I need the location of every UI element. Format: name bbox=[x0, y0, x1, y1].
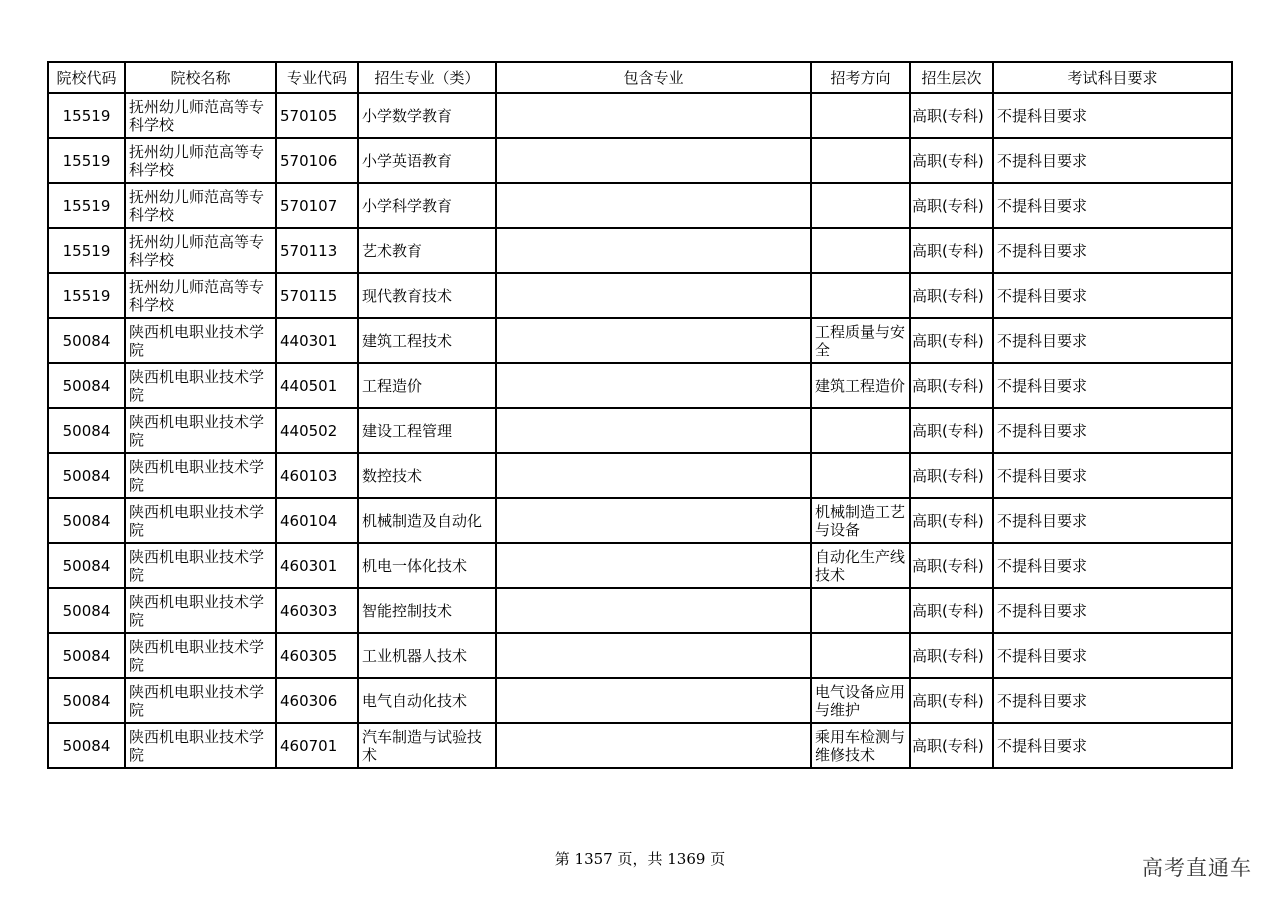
cell-school-name: 陕西机电职业技术学院 bbox=[125, 633, 276, 678]
cell-level: 高职(专科) bbox=[910, 678, 993, 723]
cell-school-code: 50084 bbox=[48, 723, 125, 768]
cell-level: 高职(专科) bbox=[910, 588, 993, 633]
cell-level: 高职(专科) bbox=[910, 543, 993, 588]
cell-major-code: 460303 bbox=[276, 588, 358, 633]
cell-major: 电气自动化技术 bbox=[358, 678, 496, 723]
cell-school-code: 15519 bbox=[48, 138, 125, 183]
cell-school-name: 陕西机电职业技术学院 bbox=[125, 408, 276, 453]
table-row bbox=[48, 363, 1232, 408]
cell-major: 现代教育技术 bbox=[358, 273, 496, 318]
table-row bbox=[48, 408, 1232, 453]
cell-includes bbox=[496, 678, 811, 723]
cell-major: 汽车制造与试验技术 bbox=[358, 723, 496, 768]
header-school-name: 院校名称 bbox=[125, 62, 276, 93]
cell-major: 小学英语教育 bbox=[358, 138, 496, 183]
cell-direction bbox=[811, 138, 910, 183]
table-row bbox=[48, 498, 1232, 543]
cell-major: 数控技术 bbox=[358, 453, 496, 498]
page-number: 第 1357 页，共 1369 页 bbox=[554, 850, 726, 868]
table-row bbox=[48, 453, 1232, 498]
cell-major: 智能控制技术 bbox=[358, 588, 496, 633]
cell-major-code: 460306 bbox=[276, 678, 358, 723]
cell-includes bbox=[496, 543, 811, 588]
cell-school-name: 抚州幼儿师范高等专科学校 bbox=[125, 93, 276, 138]
cell-school-code: 50084 bbox=[48, 543, 125, 588]
header-requirement: 考试科目要求 bbox=[993, 62, 1232, 93]
cell-includes bbox=[496, 93, 811, 138]
table-row bbox=[48, 678, 1232, 723]
cell-school-code: 15519 bbox=[48, 183, 125, 228]
cell-major: 艺术教育 bbox=[358, 228, 496, 273]
admissions-table bbox=[47, 61, 1233, 769]
cell-school-name: 陕西机电职业技术学院 bbox=[125, 543, 276, 588]
table-row bbox=[48, 633, 1232, 678]
cell-major-code: 460305 bbox=[276, 633, 358, 678]
cell-school-name: 陕西机电职业技术学院 bbox=[125, 723, 276, 768]
cell-direction bbox=[811, 273, 910, 318]
cell-includes bbox=[496, 453, 811, 498]
cell-school-code: 50084 bbox=[48, 363, 125, 408]
cell-requirement: 不提科目要求 bbox=[993, 138, 1232, 183]
cell-major-code: 440501 bbox=[276, 363, 358, 408]
cell-direction bbox=[811, 93, 910, 138]
cell-school-name: 抚州幼儿师范高等专科学校 bbox=[125, 228, 276, 273]
watermark: 高考直通车 bbox=[1142, 856, 1252, 880]
cell-requirement: 不提科目要求 bbox=[993, 498, 1232, 543]
cell-major-code: 440502 bbox=[276, 408, 358, 453]
cell-major-code: 460701 bbox=[276, 723, 358, 768]
cell-requirement: 不提科目要求 bbox=[993, 588, 1232, 633]
cell-direction: 电气设备应用与维护 bbox=[811, 678, 910, 723]
cell-requirement: 不提科目要求 bbox=[993, 183, 1232, 228]
cell-school-code: 15519 bbox=[48, 93, 125, 138]
cell-school-name: 陕西机电职业技术学院 bbox=[125, 588, 276, 633]
cell-level: 高职(专科) bbox=[910, 498, 993, 543]
cell-major-code: 460104 bbox=[276, 498, 358, 543]
cell-includes bbox=[496, 138, 811, 183]
cell-major-code: 570115 bbox=[276, 273, 358, 318]
table-row bbox=[48, 228, 1232, 273]
header-major-code: 专业代码 bbox=[276, 62, 358, 93]
cell-school-code: 50084 bbox=[48, 408, 125, 453]
cell-direction bbox=[811, 453, 910, 498]
header-major: 招生专业（类） bbox=[358, 62, 496, 93]
cell-level: 高职(专科) bbox=[910, 408, 993, 453]
cell-level: 高职(专科) bbox=[910, 183, 993, 228]
header-level: 招生层次 bbox=[910, 62, 993, 93]
cell-includes bbox=[496, 633, 811, 678]
cell-major-code: 570113 bbox=[276, 228, 358, 273]
cell-requirement: 不提科目要求 bbox=[993, 453, 1232, 498]
cell-requirement: 不提科目要求 bbox=[993, 228, 1232, 273]
cell-school-name: 陕西机电职业技术学院 bbox=[125, 678, 276, 723]
cell-includes bbox=[496, 318, 811, 363]
cell-direction: 自动化生产线技术 bbox=[811, 543, 910, 588]
cell-major-code: 570105 bbox=[276, 93, 358, 138]
cell-school-code: 50084 bbox=[48, 318, 125, 363]
cell-school-code: 50084 bbox=[48, 633, 125, 678]
cell-includes bbox=[496, 498, 811, 543]
cell-level: 高职(专科) bbox=[910, 93, 993, 138]
cell-requirement: 不提科目要求 bbox=[993, 318, 1232, 363]
header-row bbox=[48, 62, 1232, 93]
cell-level: 高职(专科) bbox=[910, 363, 993, 408]
cell-major: 机电一体化技术 bbox=[358, 543, 496, 588]
table-row bbox=[48, 318, 1232, 363]
cell-requirement: 不提科目要求 bbox=[993, 363, 1232, 408]
cell-school-code: 15519 bbox=[48, 273, 125, 318]
cell-school-code: 15519 bbox=[48, 228, 125, 273]
cell-major-code: 460103 bbox=[276, 453, 358, 498]
cell-includes bbox=[496, 183, 811, 228]
cell-level: 高职(专科) bbox=[910, 138, 993, 183]
cell-major: 工程造价 bbox=[358, 363, 496, 408]
cell-major: 工业机器人技术 bbox=[358, 633, 496, 678]
cell-includes bbox=[496, 363, 811, 408]
cell-school-name: 陕西机电职业技术学院 bbox=[125, 318, 276, 363]
cell-includes bbox=[496, 408, 811, 453]
cell-direction bbox=[811, 588, 910, 633]
cell-school-code: 50084 bbox=[48, 498, 125, 543]
cell-major-code: 440301 bbox=[276, 318, 358, 363]
cell-direction bbox=[811, 183, 910, 228]
cell-direction: 工程质量与安全 bbox=[811, 318, 910, 363]
cell-requirement: 不提科目要求 bbox=[993, 678, 1232, 723]
table-row bbox=[48, 138, 1232, 183]
header-includes: 包含专业 bbox=[496, 62, 811, 93]
cell-major-code: 570107 bbox=[276, 183, 358, 228]
cell-requirement: 不提科目要求 bbox=[993, 633, 1232, 678]
cell-includes bbox=[496, 228, 811, 273]
header-direction: 招考方向 bbox=[811, 62, 910, 93]
table-row bbox=[48, 723, 1232, 768]
table-row bbox=[48, 588, 1232, 633]
cell-requirement: 不提科目要求 bbox=[993, 543, 1232, 588]
cell-school-name: 陕西机电职业技术学院 bbox=[125, 363, 276, 408]
cell-level: 高职(专科) bbox=[910, 318, 993, 363]
cell-major: 小学科学教育 bbox=[358, 183, 496, 228]
cell-level: 高职(专科) bbox=[910, 453, 993, 498]
table-row bbox=[48, 543, 1232, 588]
cell-major: 建设工程管理 bbox=[358, 408, 496, 453]
cell-major: 机械制造及自动化 bbox=[358, 498, 496, 543]
cell-major-code: 570106 bbox=[276, 138, 358, 183]
cell-includes bbox=[496, 273, 811, 318]
table-row bbox=[48, 273, 1232, 318]
cell-major: 建筑工程技术 bbox=[358, 318, 496, 363]
cell-school-name: 抚州幼儿师范高等专科学校 bbox=[125, 273, 276, 318]
cell-requirement: 不提科目要求 bbox=[993, 408, 1232, 453]
cell-includes bbox=[496, 588, 811, 633]
cell-major-code: 460301 bbox=[276, 543, 358, 588]
cell-level: 高职(专科) bbox=[910, 273, 993, 318]
cell-school-code: 50084 bbox=[48, 588, 125, 633]
cell-includes bbox=[496, 723, 811, 768]
cell-requirement: 不提科目要求 bbox=[993, 273, 1232, 318]
cell-level: 高职(专科) bbox=[910, 228, 993, 273]
cell-school-name: 抚州幼儿师范高等专科学校 bbox=[125, 138, 276, 183]
header-school-code: 院校代码 bbox=[48, 62, 125, 93]
cell-level: 高职(专科) bbox=[910, 633, 993, 678]
cell-school-code: 50084 bbox=[48, 678, 125, 723]
cell-school-name: 抚州幼儿师范高等专科学校 bbox=[125, 183, 276, 228]
cell-direction: 机械制造工艺与设备 bbox=[811, 498, 910, 543]
cell-direction bbox=[811, 633, 910, 678]
cell-requirement: 不提科目要求 bbox=[993, 723, 1232, 768]
cell-direction: 建筑工程造价 bbox=[811, 363, 910, 408]
table-row bbox=[48, 183, 1232, 228]
cell-requirement: 不提科目要求 bbox=[993, 93, 1232, 138]
cell-school-code: 50084 bbox=[48, 453, 125, 498]
table-row bbox=[48, 93, 1232, 138]
cell-school-name: 陕西机电职业技术学院 bbox=[125, 498, 276, 543]
cell-direction bbox=[811, 408, 910, 453]
cell-direction: 乘用车检测与维修技术 bbox=[811, 723, 910, 768]
cell-level: 高职(专科) bbox=[910, 723, 993, 768]
cell-direction bbox=[811, 228, 910, 273]
cell-school-name: 陕西机电职业技术学院 bbox=[125, 453, 276, 498]
cell-major: 小学数学教育 bbox=[358, 93, 496, 138]
